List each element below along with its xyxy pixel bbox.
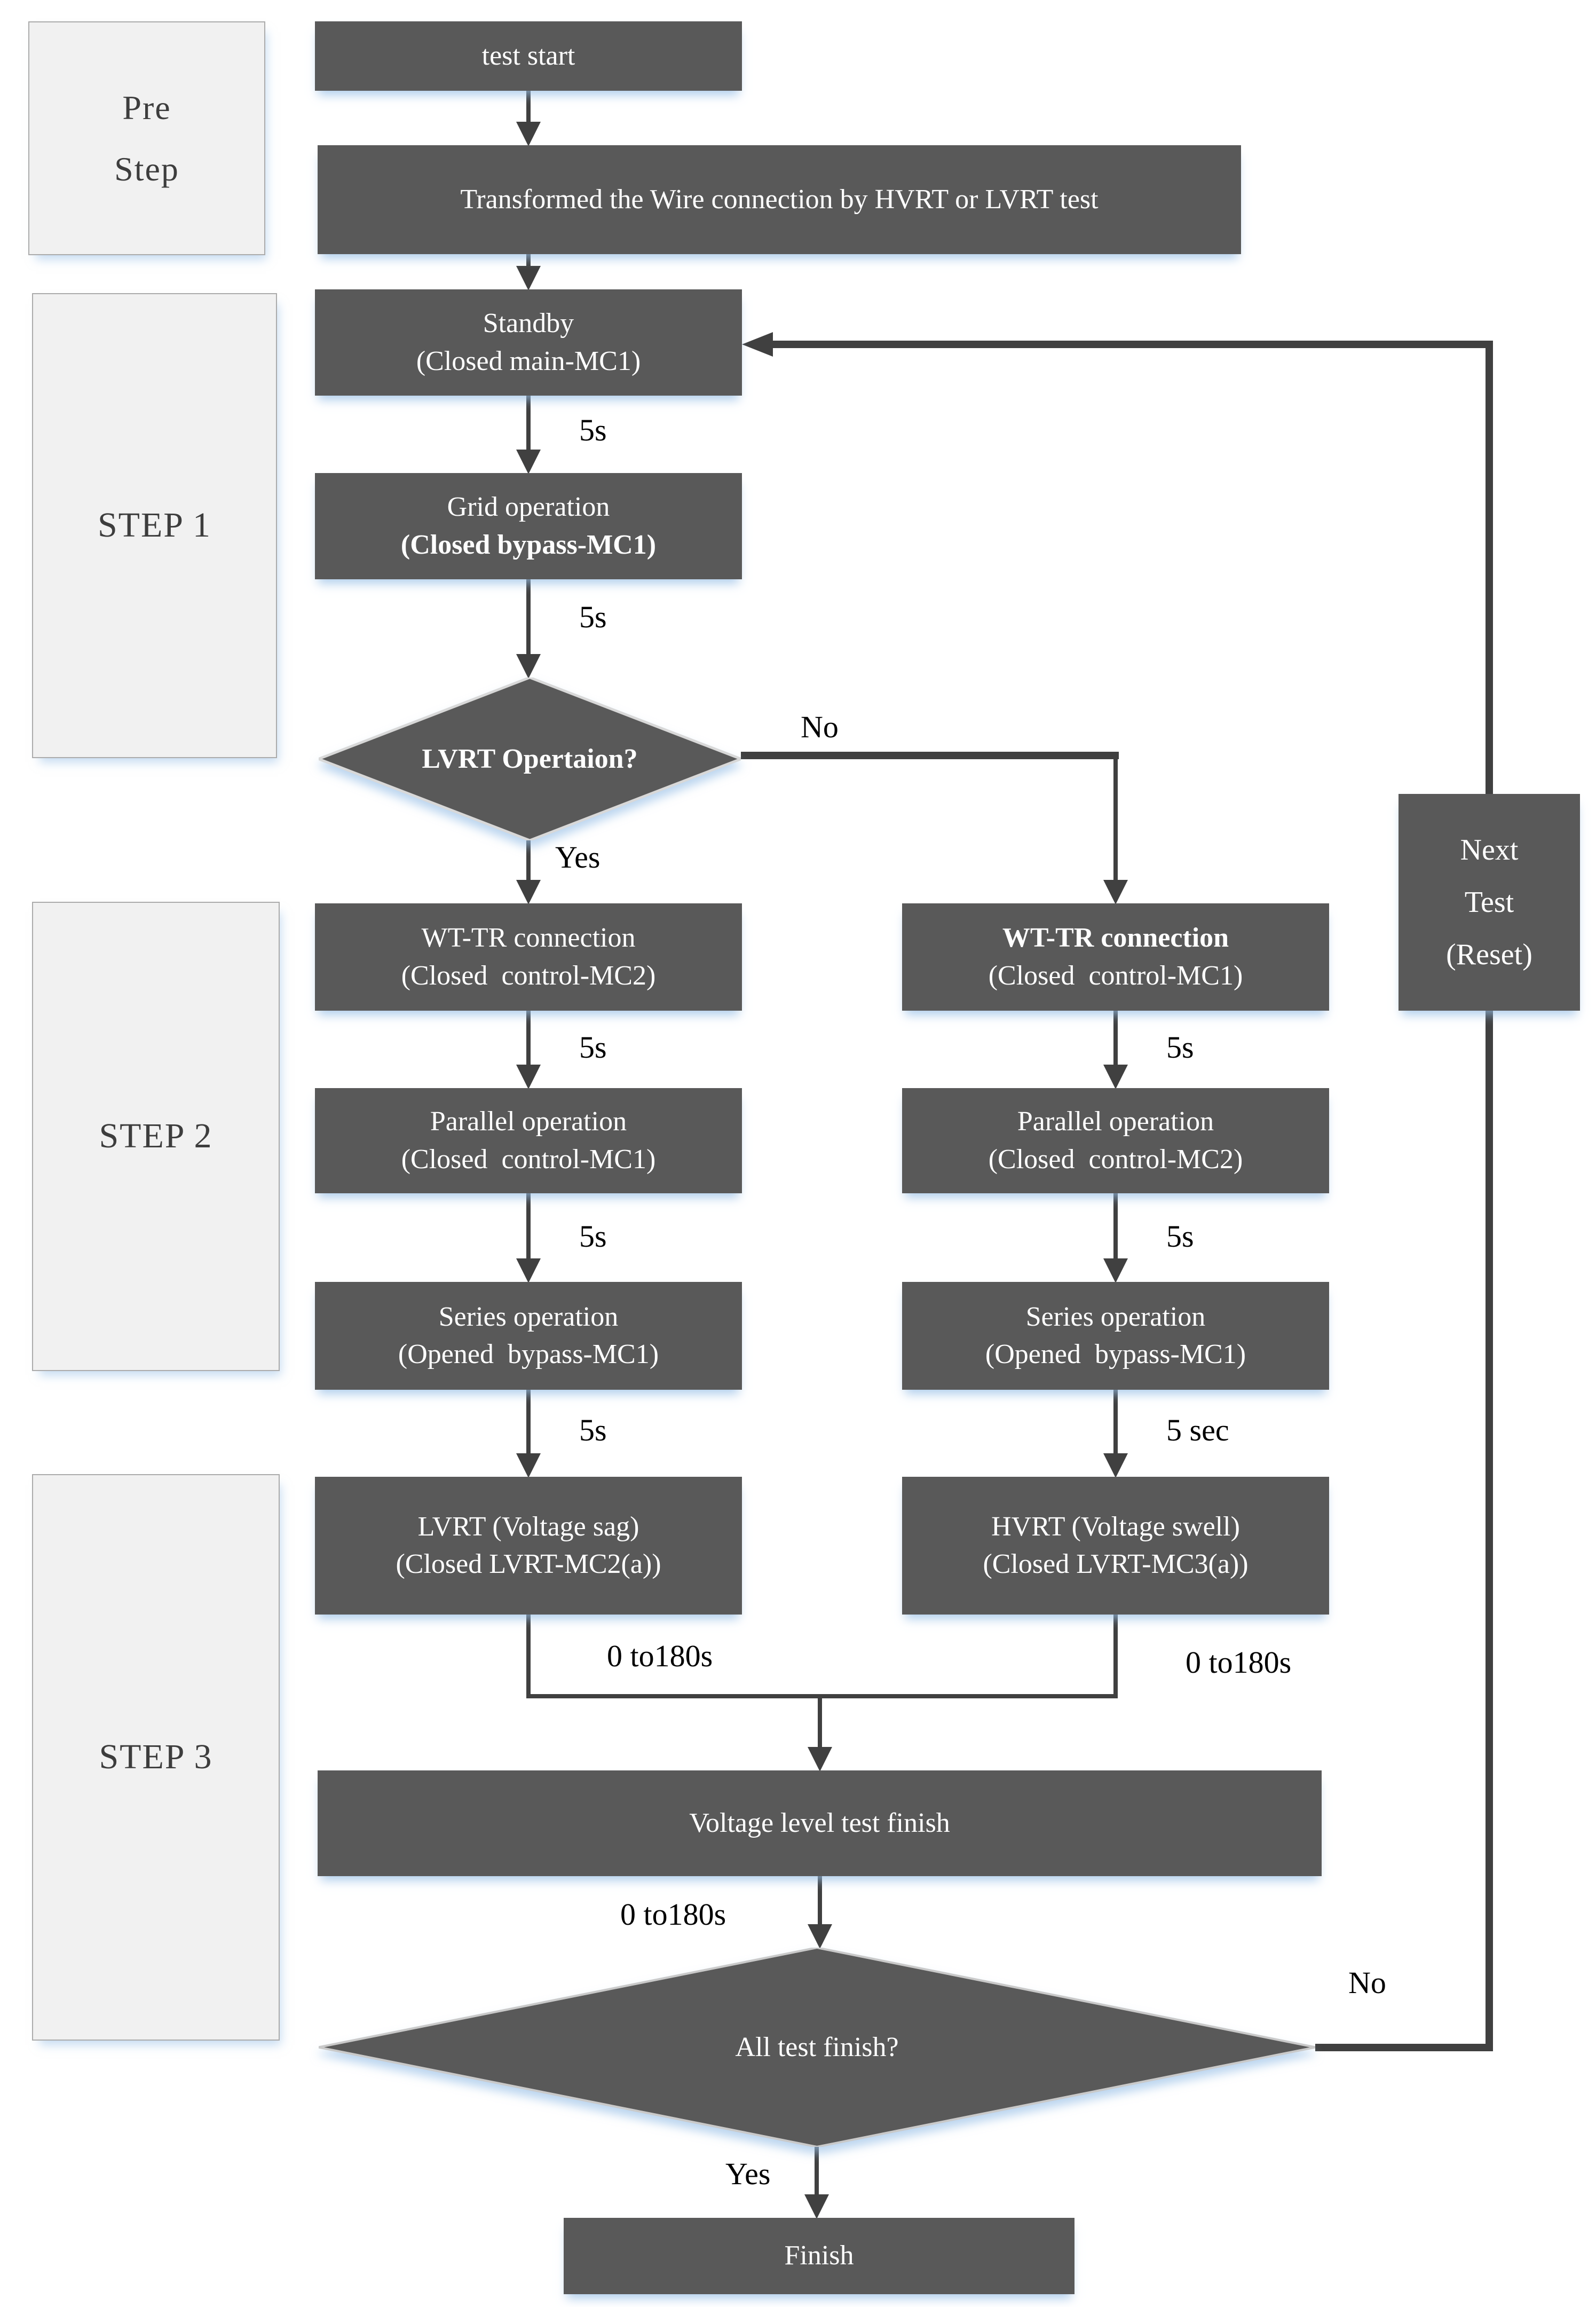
node-text: (Closed control-MC2) xyxy=(401,960,656,991)
node-lvrt-voltage-sag xyxy=(315,1477,742,1615)
node-text: (Closed bypass-MC1) xyxy=(400,529,657,560)
timer-label: 5s xyxy=(579,413,607,447)
node-text: WT-TR connection xyxy=(421,923,636,954)
node-finish xyxy=(564,2218,1074,2294)
timer-label: 5s xyxy=(1166,1030,1194,1065)
edge-grid-to-decision xyxy=(526,579,531,655)
section-label-step2 xyxy=(32,902,280,1371)
node-series-operation-yes xyxy=(315,1282,742,1390)
arrowhead-down-icon xyxy=(516,1453,541,1478)
node-text: (Closed main-MC1) xyxy=(416,345,641,376)
node-text: Parallel operation xyxy=(430,1106,627,1137)
section-label-pre-step xyxy=(28,21,265,255)
section-label-text: STEP 1 xyxy=(97,506,212,545)
section-label-text: STEP 2 xyxy=(99,1116,213,1156)
branch-label-no: No xyxy=(1348,1965,1386,2000)
node-text: Voltage level test finish xyxy=(689,1807,950,1838)
arrowhead-down-icon xyxy=(1103,1065,1128,1089)
node-text: (Closed LVRT-MC2(a)) xyxy=(396,1549,661,1579)
arrowhead-down-icon xyxy=(516,1258,541,1283)
timer-label: 5 sec xyxy=(1166,1413,1229,1447)
arrowhead-down-icon xyxy=(516,880,541,904)
decision-all-test-finish xyxy=(319,1948,1315,2147)
node-text: Standby xyxy=(483,308,574,339)
node-text: (Closed control-MC2) xyxy=(988,1144,1243,1175)
arrowhead-down-icon xyxy=(808,1924,832,1949)
branch-label-yes: Yes xyxy=(725,2156,771,2191)
section-label-text: STEP 3 xyxy=(99,1737,213,1777)
node-parallel-operation-yes xyxy=(315,1088,742,1193)
node-text: Transformed the Wire connection by HVRT or LVRT test xyxy=(460,184,1099,215)
edge-merge-horizontal xyxy=(526,1694,1118,1698)
node-test-start xyxy=(315,21,742,91)
node-text: (Closed LVRT-MC3(a)) xyxy=(983,1549,1249,1579)
edge-series-to-lvrt xyxy=(526,1390,531,1454)
edge-allfinish-no-horizontal xyxy=(1315,2044,1493,2051)
edge-standby-to-grid xyxy=(526,396,531,451)
timer-label: 5s xyxy=(579,1219,607,1254)
node-hvrt-voltage-swell xyxy=(902,1477,1329,1615)
node-text: (Closed control-MC1) xyxy=(988,960,1243,991)
node-text: HVRT (Voltage swell) xyxy=(991,1511,1240,1542)
node-text: Parallel operation xyxy=(1017,1106,1214,1137)
timer-label: 0 to180s xyxy=(1186,1645,1292,1680)
timer-label: 0 to180s xyxy=(620,1897,726,1932)
arrowhead-down-icon xyxy=(516,450,541,474)
node-text: test start xyxy=(481,40,575,71)
timer-label: 5s xyxy=(579,600,607,634)
edge-return-vertical xyxy=(1486,341,1493,2048)
edge-decision-yes xyxy=(526,840,531,881)
timer-label: 0 to180s xyxy=(607,1639,713,1673)
edge-allfinish-yes xyxy=(815,2147,819,2195)
node-text: Grid operation xyxy=(447,492,610,523)
edge-wt-to-parallel-right xyxy=(1113,1011,1118,1066)
decision-text: All test finish? xyxy=(735,2032,899,2062)
edge-series-to-hvrt xyxy=(1113,1390,1118,1454)
edge-parallel-to-series-left xyxy=(526,1193,531,1259)
arrowhead-down-icon xyxy=(1103,1258,1128,1283)
node-transform-wire-connection xyxy=(318,145,1241,254)
edge-lvrt-down xyxy=(526,1615,531,1698)
section-label-step3 xyxy=(32,1474,280,2041)
arrowhead-left-icon xyxy=(742,332,773,357)
edge-test-start-to-transform xyxy=(526,91,531,124)
node-grid-operation xyxy=(315,473,742,579)
branch-label-yes: Yes xyxy=(555,840,601,875)
edge-merge-to-voltage xyxy=(818,1696,822,1748)
node-text: WT-TR connection xyxy=(1002,923,1229,954)
section-label-text: Pre xyxy=(122,88,171,127)
node-voltage-level-test-finish xyxy=(318,1770,1322,1876)
node-wt-tr-connection-no xyxy=(902,903,1329,1011)
arrowhead-down-icon xyxy=(1103,1453,1128,1478)
section-label-step1 xyxy=(32,293,277,758)
timer-label: 5s xyxy=(579,1413,607,1447)
node-text: Finish xyxy=(784,2240,854,2271)
node-text: (Opened bypass-MC1) xyxy=(398,1339,659,1369)
arrowhead-down-icon xyxy=(1103,880,1128,904)
arrowhead-down-icon xyxy=(516,1065,541,1089)
node-text: (Reset) xyxy=(1446,938,1532,971)
node-standby xyxy=(315,289,742,396)
arrowhead-down-icon xyxy=(808,1747,832,1771)
edge-return-to-standby xyxy=(773,341,1489,348)
node-text: Series operation xyxy=(438,1301,619,1332)
edge-hvrt-down xyxy=(1113,1615,1118,1698)
node-next-test-reset xyxy=(1399,794,1580,1011)
node-text: Next xyxy=(1460,833,1519,867)
edge-decision-no-horizontal xyxy=(741,752,1119,759)
timer-label: 5s xyxy=(1166,1219,1194,1254)
arrowhead-down-icon xyxy=(516,122,541,146)
node-parallel-operation-no xyxy=(902,1088,1329,1193)
edge-voltage-to-allfinish xyxy=(818,1876,822,1925)
node-text: Test xyxy=(1464,886,1514,919)
node-text: (Opened bypass-MC1) xyxy=(985,1339,1246,1369)
edge-wt-to-parallel-left xyxy=(526,1011,531,1066)
timer-label: 5s xyxy=(579,1030,607,1065)
decision-lvrt-operation xyxy=(319,678,741,840)
arrowhead-down-icon xyxy=(804,2194,829,2219)
section-label-text: Step xyxy=(114,150,179,188)
node-wt-tr-connection-yes xyxy=(315,903,742,1011)
decision-text: LVRT Opertaion? xyxy=(422,744,638,774)
node-series-operation-no xyxy=(902,1282,1329,1390)
arrowhead-down-icon xyxy=(516,266,541,290)
node-text: LVRT (Voltage sag) xyxy=(417,1511,639,1542)
node-text: (Closed control-MC1) xyxy=(401,1144,656,1175)
node-text: Series operation xyxy=(1025,1301,1206,1332)
branch-label-no: No xyxy=(801,710,839,744)
arrowhead-down-icon xyxy=(516,654,541,679)
edge-decision-no-vertical xyxy=(1113,752,1118,881)
edge-parallel-to-series-right xyxy=(1113,1193,1118,1259)
